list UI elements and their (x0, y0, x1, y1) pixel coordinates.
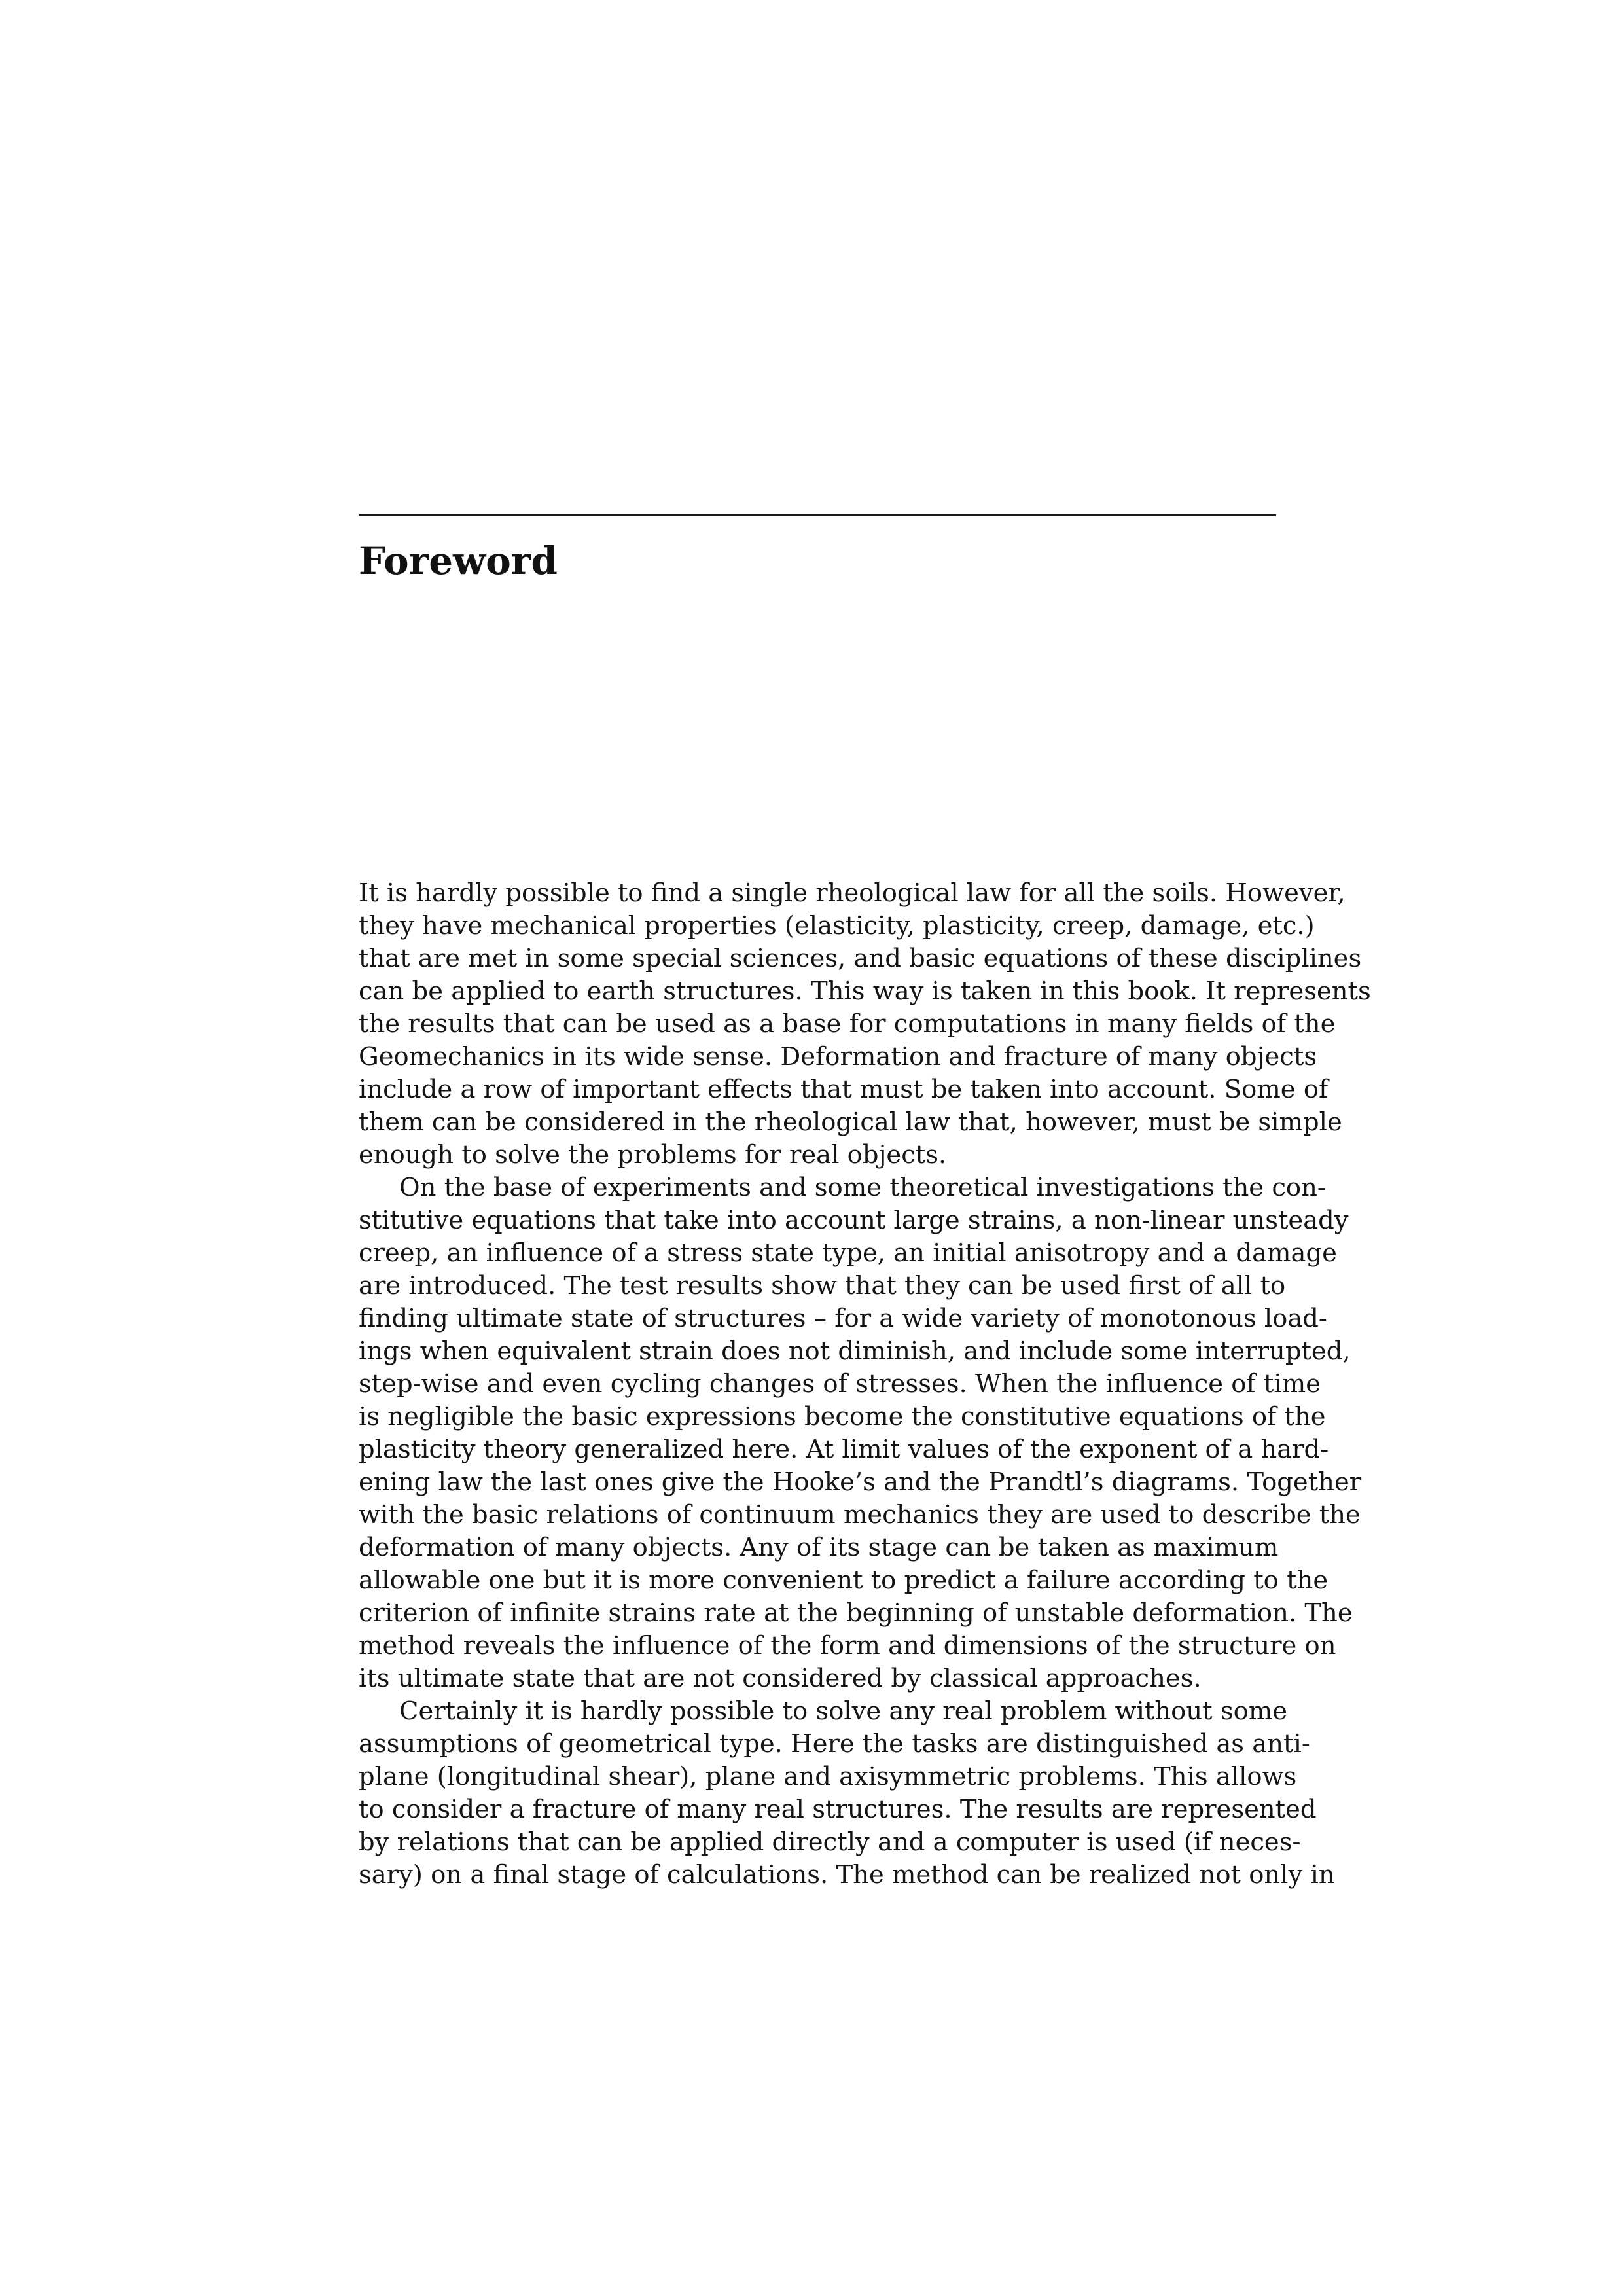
text-line: It is hardly possible to find a single rheological law for all the soils. However, (359, 878, 1346, 908)
text-line: enough to solve the problems for real objects. (359, 1140, 947, 1170)
text-line: stitutive equations that take into account large strains, a non-linear unsteady (359, 1206, 1349, 1235)
header-rule (359, 514, 1276, 516)
text-line: them can be considered in the rheological law that, however, must be simple (359, 1107, 1342, 1137)
text-line: include a row of important effects that must be taken into account. Some of (359, 1075, 1329, 1104)
text-line: method reveals the influence of the form and dimensions of the structure on (359, 1631, 1336, 1660)
text-line: ening law the last ones give the Hooke’s and the Prandtl’s diagrams. Together (359, 1467, 1362, 1497)
text-line: deformation of many objects. Any of its stage can be taken as maximum (359, 1533, 1279, 1562)
text-line: plasticity theory generalized here. At limit values of the exponent of a hard- (359, 1435, 1329, 1464)
text-line: step-wise and even cycling changes of stresses. When the influence of time (359, 1369, 1321, 1399)
text-line: finding ultimate state of structures – for a wide variety of monotonous load- (359, 1304, 1327, 1333)
text-line: assumptions of geometrical type. Here the tasks are distinguished as anti- (359, 1729, 1310, 1759)
text-line: by relations that can be applied directly and a computer is used (if neces- (359, 1827, 1301, 1857)
text-line: they have mechanical properties (elasticity, plasticity, creep, damage, etc.) (359, 911, 1315, 941)
page-title: Foreword (359, 539, 558, 583)
text-line: its ultimate state that are not considered by classical approaches. (359, 1664, 1202, 1693)
text-line: can be applied to earth structures. This way is taken in this book. It represents (359, 977, 1371, 1006)
text-line: Geomechanics in its wide sense. Deformation and fracture of many objects (359, 1042, 1317, 1071)
text-line: Certainly it is hardly possible to solve any real problem without some (399, 1696, 1288, 1726)
text-line: is negligible the basic expressions become the constitutive equations of the (359, 1402, 1326, 1431)
text-line: that are met in some special sciences, and basic equations of these disciplines (359, 944, 1362, 973)
text-line: ings when equivalent strain does not diminish, and include some interrupted, (359, 1336, 1351, 1366)
text-line: sary) on a final stage of calculations. The method can be realized not only in (359, 1860, 1335, 1890)
text-line: criterion of infinite strains rate at the beginning of unstable deformation. The (359, 1598, 1353, 1628)
text-line: allowable one but it is more convenient to predict a failure according to the (359, 1566, 1329, 1595)
text-line: On the base of experiments and some theoretical investigations the con- (399, 1173, 1326, 1202)
text-line: are introduced. The test results show that they can be used first of all to (359, 1271, 1286, 1300)
text-line: plane (longitudinal shear), plane and axisymmetric problems. This allows (359, 1762, 1297, 1791)
text-line: the results that can be used as a base for computations in many fields of the (359, 1009, 1336, 1039)
text-line: to consider a fracture of many real structures. The results are represented (359, 1795, 1317, 1824)
text-line: creep, an influence of a stress state type, an initial anisotropy and a damage (359, 1238, 1337, 1268)
text-line: with the basic relations of continuum mechanics they are used to describe the (359, 1500, 1361, 1530)
body-text (359, 877, 1371, 1892)
